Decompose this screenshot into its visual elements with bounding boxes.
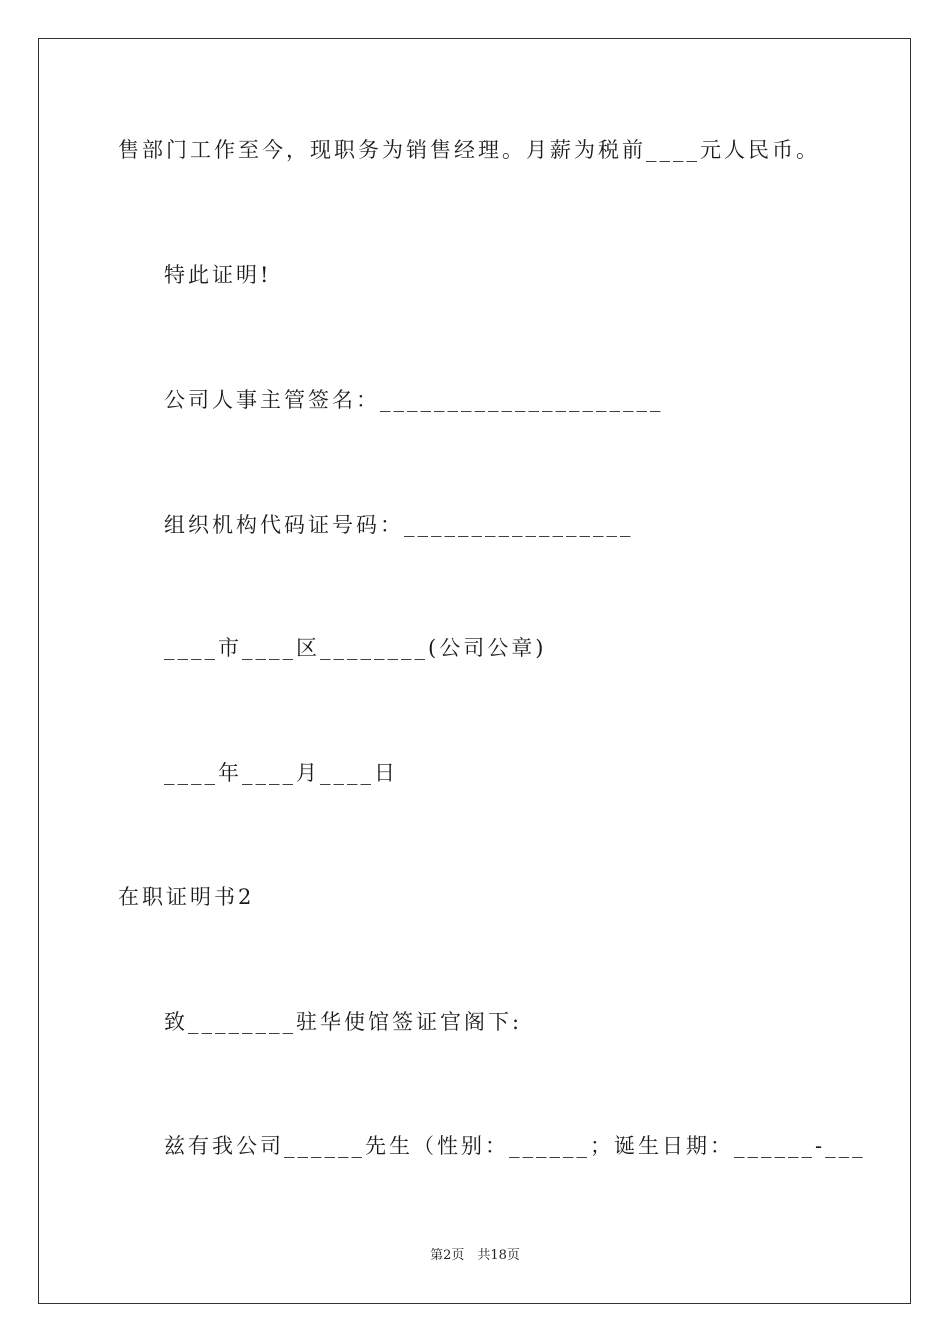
company-seal-location-line: ____市____区________(公司公章) (164, 636, 547, 660)
embassy-salutation: 致________驻华使馆签证官阁下: (164, 1010, 523, 1034)
page-border (38, 38, 911, 1304)
certification-statement: 特此证明! (164, 263, 272, 287)
hr-supervisor-signature-line: 公司人事主管签名：_____________________ (164, 388, 664, 412)
date-line: ____年____月____日 (164, 761, 398, 785)
page-number-footer: 第2页 共18页 (430, 1248, 520, 1263)
employment-paragraph-continuation: 售部门工作至今，现职务为销售经理。月薪为税前____元人民币。 (118, 138, 820, 162)
employee-info-line: 兹有我公司______先生（性别：______；诞生日期：______-___ (164, 1134, 866, 1158)
section-title: 在职证明书2 (118, 885, 255, 909)
organization-code-line: 组织机构代码证号码：_________________ (164, 513, 634, 537)
